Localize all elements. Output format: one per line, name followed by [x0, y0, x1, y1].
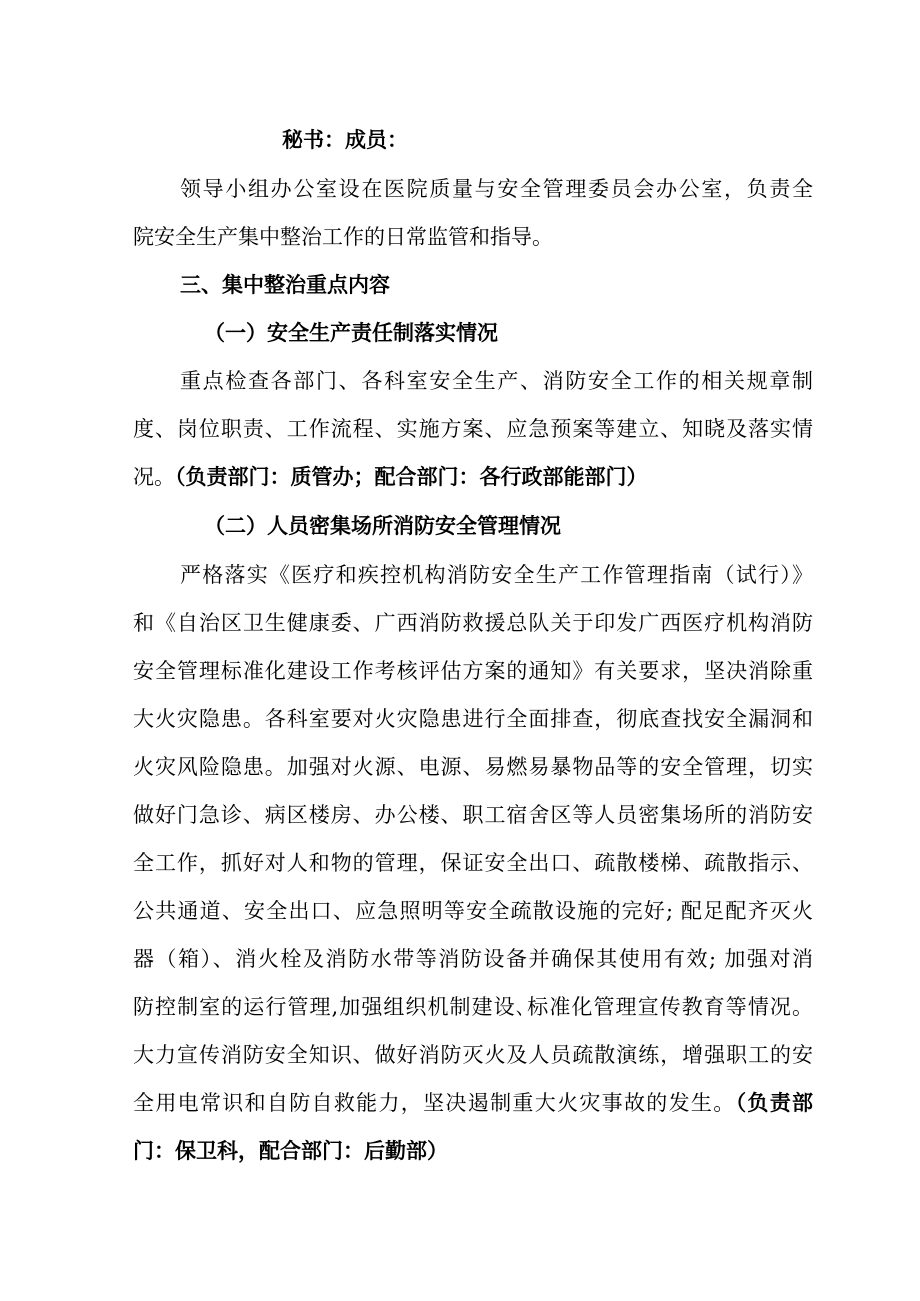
office-paragraph-line-1: 领导小组办公室设在医院质量与安全管理委员会办公室，负责全: [180, 177, 813, 201]
office-paragraph-line-2: 院安全生产集中整治工作的日常监管和指导。: [133, 225, 553, 249]
subsection1-line-3: [133, 462, 648, 492]
subsection1-responsibility: （负责部门：质管办；配合部门：各行政部能部门）: [175, 465, 648, 489]
subsection2-line-3: 安全管理标准化建设工作考核评估方案的通知》有关要求，坚决消除重: [133, 659, 813, 683]
subsection2-line-8: 公共通道、安全出口、应急照明等安全疏散设施的完好; 配足配齐灭火: [133, 899, 813, 923]
section3-heading: 三、集中整治重点内容: [180, 273, 390, 297]
subsection2-line-6: 做好门急诊、病区楼房、办公楼、职工宿舍区等人员密集场所的消防安: [133, 803, 813, 827]
subsection2-line-9: 器（箱）、消火栓及消防水带等消防设备并确保其使用有效; 加强对消: [133, 947, 813, 971]
subsection2-line-5: 火灾风险隐患。加强对火源、电源、易燃易暴物品等的安全管理，切实: [133, 755, 813, 779]
subsection2-line-10: 防控制室的运行管理,加强组织机制建设､标准化管理宣传教育等情况。: [133, 995, 813, 1019]
subsection2-line-11: 大力宣传消防安全知识、做好消防灭火及人员疏散演练，增强职工的安: [133, 1043, 813, 1067]
subsection1-line-2: 度、岗位职责、工作流程、实施方案、应急预案等建立、知晓及落实情: [133, 417, 813, 441]
subsection2-line-4: 大火灾隐患。各科室要对火灾隐患进行全面排查，彻底查找安全漏洞和: [133, 707, 813, 731]
subsection2-line-12: [133, 1088, 813, 1118]
subsection2-line-2: 和《自治区卫生健康委、广西消防救援总队关于印发广西医疗机构消防: [133, 611, 813, 635]
subsection1-line-3-text: 况。: [133, 465, 175, 489]
subsection2-line-1: 严格落实《医疗和疾控机构消防安全生产工作管理指南（试行）》: [180, 563, 813, 587]
subsection2-line-12-text: 全用电常识和自防自救能力，坚决遏制重大火灾事故的发生。: [133, 1091, 736, 1115]
subsection2-heading: （二）人员密集场所消防安全管理情况: [204, 514, 561, 538]
subsection2-responsibility-part1: （负责部: [735, 1091, 814, 1115]
subsection1-line-1: 重点检查各部门、各科室安全生产、消防安全工作的相关规章制: [180, 369, 813, 393]
subsection1-heading: （一）安全生产责任制落实情况: [204, 321, 498, 345]
subsection2-line-7: 全工作，抓好对人和物的管理，保证安全出口、疏散楼梯、疏散指示、: [133, 851, 813, 875]
subsection2-responsibility-part2: 门：保卫科，配合部门：后勤部）: [133, 1139, 448, 1163]
secretary-members-line: 秘书：成员：: [282, 128, 408, 152]
